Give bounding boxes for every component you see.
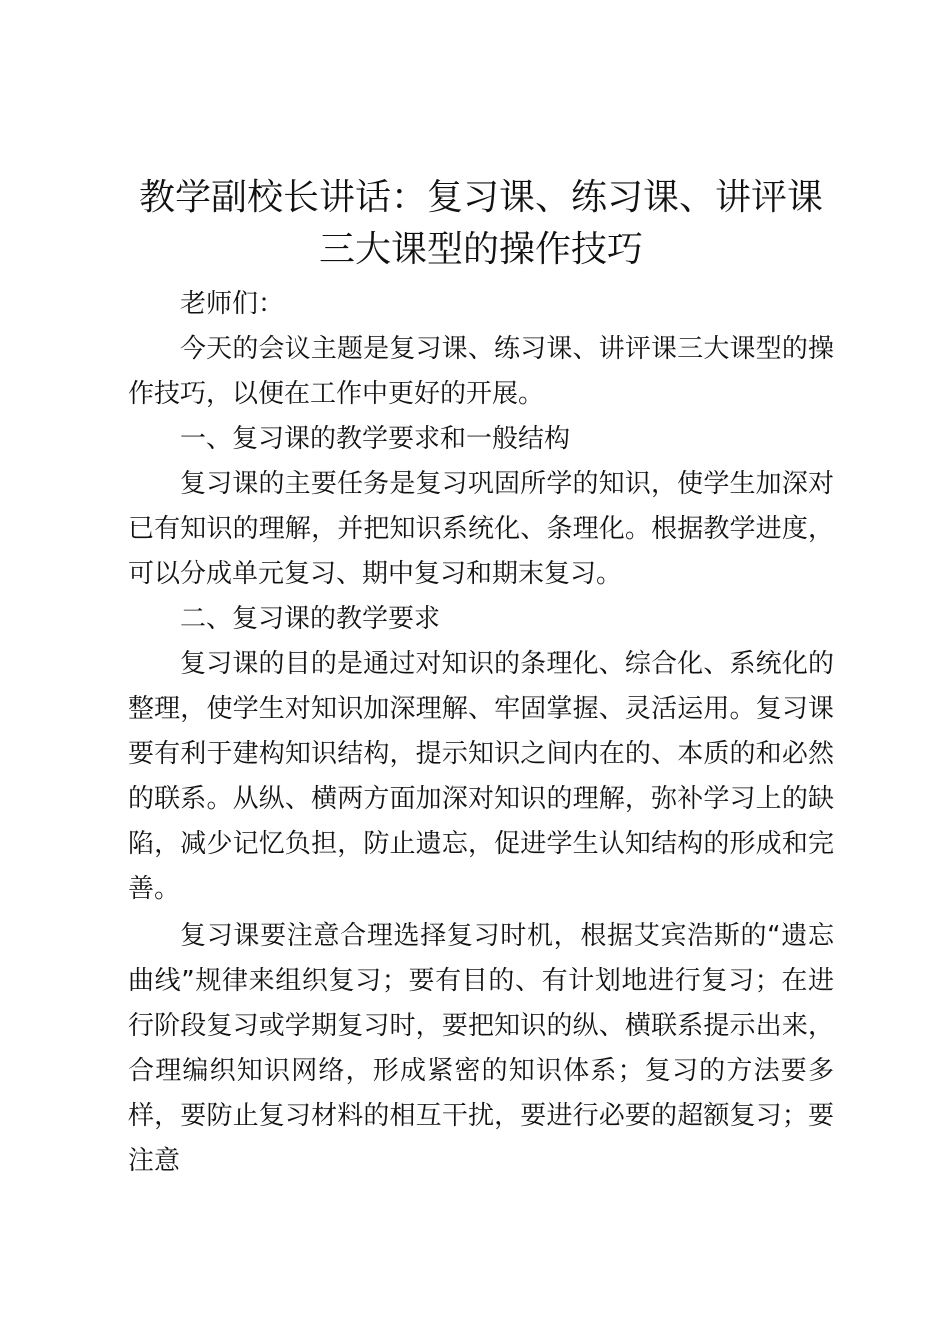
paragraph-review-task: 复习课的主要任务是复习巩固所学的知识，使学生加深对已有知识的理解，并把知识系统化、条理化。根据教学进度，可以分成单元复习、期中复习和期末复习。 (128, 469, 834, 589)
paragraph-review-timing: 复习课要注意合理选择复习时机，根据艾宾浩斯的“遗忘曲线”规律来组织复习；要有目的、有计划地进行复习；在进行阶段复习或学期复习时，要把知识的纵、横联系提示出来，合理编织知识网络，形成紧密的知识体系；复习的方法要多样，要防止复习材料的相互干扰，要进行必要的超额复习；要注意 (128, 921, 834, 1176)
paragraph-review-purpose: 复习课的目的是通过对知识的条理化、综合化、系统化的整理，使学生对知识加深理解、牢固掌握、灵活运用。复习课要有利于建构知识结构，提示知识之间内在的、本质的和必然的联系。从纵、横两方面加深对知识的理解，弥补学习上的缺陷，减少记忆负担，防止遗忘，促进学生认知结构的形成和完善。 (128, 649, 834, 904)
document-page (128, 172, 834, 1184)
greeting: 老师们： (180, 289, 285, 319)
document-title: 教学副校长讲话：复习课、练习课、讲评课三大课型的操作技巧 (138, 177, 823, 270)
section-heading-2: 二、复习课的教学要求 (180, 604, 441, 634)
paragraph-intro: 今天的会议主题是复习课、练习课、讲评课三大课型的操作技巧，以便在工作中更好的开展。 (128, 334, 834, 409)
section-heading-1: 一、复习课的教学要求和一般结构 (180, 424, 571, 454)
